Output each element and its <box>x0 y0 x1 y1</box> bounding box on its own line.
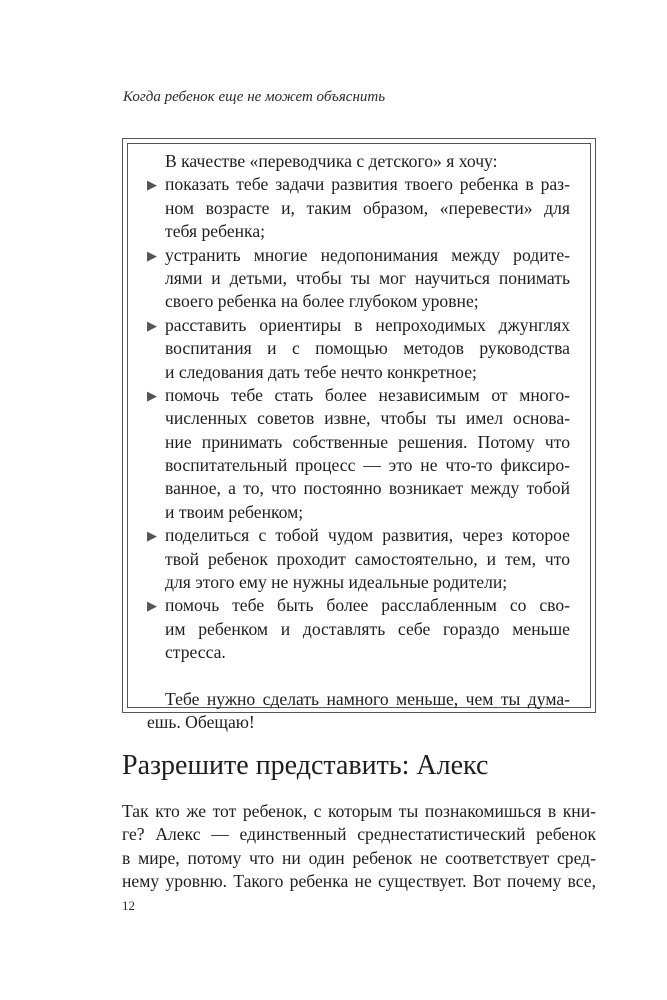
body-line: ге? Алекс — единственный среднестатистический ребенок <box>122 824 596 845</box>
list-item-line: и следования дать тебе нечто конкретное; <box>165 361 477 382</box>
paragraph-gap <box>147 665 570 688</box>
list-item-line: для этого ему не нужны идеальные родители; <box>165 572 508 593</box>
body-line: Так кто же тот ребенок, с которым ты познакомишься в кни- <box>122 801 596 821</box>
list-item-line: ▶ показать тебе задачи развития твоего ребенка в раз- <box>147 173 570 196</box>
bullet-triangle-icon: ▶ <box>147 387 157 403</box>
running-head: Когда ребенок еще не может объяснить <box>123 89 386 105</box>
list-item-line: своего ребенка на более глубоком уровне; <box>165 291 479 312</box>
page-number: 12 <box>122 898 135 913</box>
bullet-triangle-icon: ▶ <box>147 317 157 333</box>
list-item-line: ▶ расставить ориентиры в непроходимых джунглях <box>147 314 570 337</box>
list-item-line: твой ребенок проходит самостоятельно, и тем, что <box>165 548 570 569</box>
bullet-triangle-icon: ▶ <box>147 247 157 263</box>
list-item-line: численных советов извне, чтобы ты имел основа- <box>165 408 570 429</box>
section-heading: Разрешите представить: Алекс <box>122 750 489 781</box>
bullet-triangle-icon: ▶ <box>147 528 157 544</box>
list-item-line: ном возрасте и, таким образом, «перевести» для <box>165 197 570 218</box>
body-line: в мире, потому что ни один ребенок не соответствует сред- <box>122 847 596 868</box>
list-item-line: ▶ помочь тебе быть более расслабленным со сво- <box>147 594 570 617</box>
list-item-line: лями и детьми, чтобы ты мог научиться понимать <box>165 267 570 288</box>
list-item-line: стресса. <box>165 642 226 663</box>
bullet-triangle-icon: ▶ <box>147 177 157 193</box>
list-item-line: воспитательный процесс — это не что-то фиксиро- <box>165 455 570 476</box>
list-item-line: ние принимать собственные решения. Потому что <box>165 431 570 452</box>
callout-intro: В качестве «переводчика с детского» я хочу: <box>165 151 498 171</box>
bullet-triangle-icon: ▶ <box>147 598 157 614</box>
list-item-line: тебя ребенка; <box>165 221 266 242</box>
callout-closing-line: ешь. Обещаю! <box>147 712 255 733</box>
body-paragraph <box>122 800 596 894</box>
list-item-line: ▶ помочь тебе стать более независимым от много- <box>147 384 570 407</box>
list-item-line: ванное, а то, что постоянно возникает между тобой <box>165 478 570 499</box>
list-item-line: им ребенком и доставлять себе гораздо меньше <box>165 618 570 639</box>
list-item-line: и твоим ребенком; <box>165 501 304 522</box>
body-line: нему уровню. Такого ребенка не существует. Вот почему все, <box>122 871 596 892</box>
callout-text <box>147 150 570 735</box>
list-item-line: ▶ устранить многие недопонимания между родите- <box>147 244 570 267</box>
list-item-line: ▶ поделиться с тобой чудом развития, через которое <box>147 524 570 547</box>
callout-closing-line: Тебе нужно сделать намного меньше, чем ты дума- <box>165 688 570 709</box>
list-item-line: воспитания и с помощью методов руководства <box>165 338 570 359</box>
